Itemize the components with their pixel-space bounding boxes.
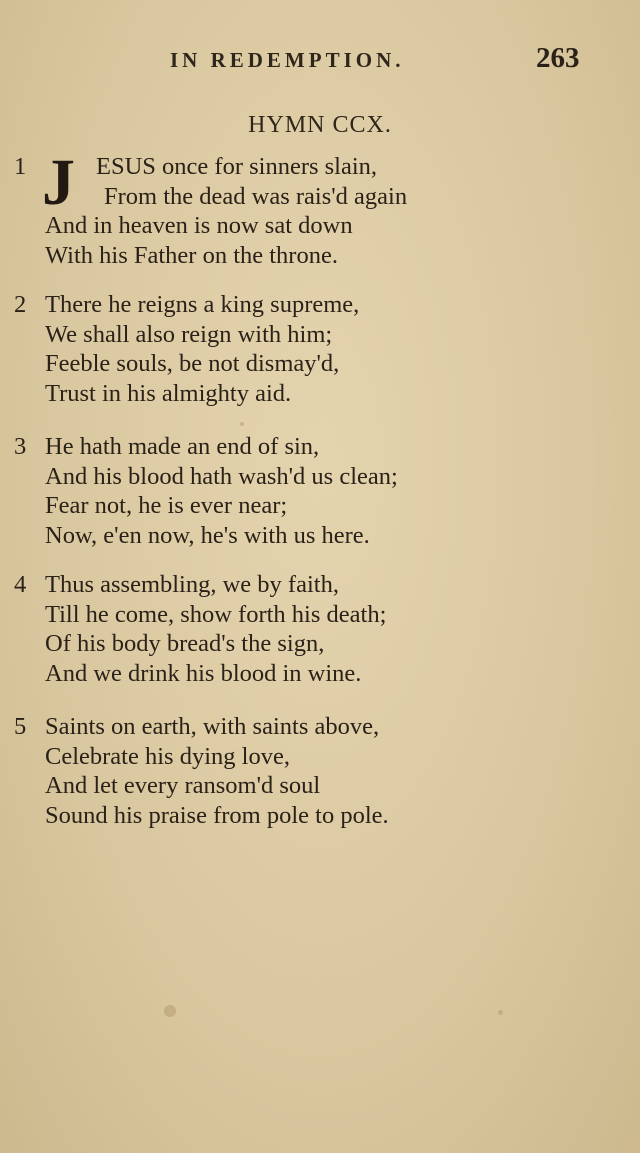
stanza-line <box>0 659 640 689</box>
verse-line: Trust in his almighty aid. <box>45 379 292 407</box>
stanza-line <box>0 629 640 659</box>
running-head: IN REDEMPTION. <box>170 48 405 72</box>
stanza-line <box>0 290 640 320</box>
stanza-3 <box>0 432 640 550</box>
verse-line: And let every ransom'd soul <box>45 772 321 799</box>
stanza-line <box>0 600 640 630</box>
verse-line: Thus assembling, we by faith, <box>45 571 339 598</box>
verse-line: And his blood hath wash'd us clean; <box>45 462 398 490</box>
stanza-line <box>0 742 640 772</box>
stanza-2 <box>0 290 640 408</box>
verse-line: Celebrate his dying love, <box>45 742 290 770</box>
stanza-number: 5 <box>14 713 27 740</box>
paper-stain <box>240 422 244 426</box>
page-number: 263 <box>536 42 580 74</box>
stanza-1 <box>0 146 640 270</box>
verse-line: From the dead was rais'd again <box>104 182 408 210</box>
hymn-title: HYMN CCX. <box>248 112 392 138</box>
stanza-line <box>0 432 640 462</box>
verse-line: Sound his praise from pole to pole. <box>45 801 389 829</box>
stanza-line <box>0 801 640 831</box>
page-header <box>0 42 640 82</box>
paper-stain <box>164 1005 176 1017</box>
drop-cap: J <box>42 146 75 219</box>
verse-line: He hath made an end of sin, <box>45 433 320 460</box>
verse-line: Now, e'en now, he's with us here. <box>45 521 370 549</box>
stanza-line <box>0 349 640 379</box>
verse-line: Saints on earth, with saints above, <box>45 713 380 740</box>
stanza-line <box>0 491 640 521</box>
stanza-line <box>0 521 640 551</box>
stanza-5 <box>0 712 640 830</box>
verse-line: We shall also reign with him; <box>45 320 333 348</box>
stanza-line <box>0 320 640 350</box>
stanza-line <box>0 712 640 742</box>
stanza-number: 2 <box>14 291 27 318</box>
stanza-line <box>0 771 640 801</box>
paper-stain <box>498 1010 503 1015</box>
verse-line: And in heaven is now sat down <box>45 212 353 239</box>
verse-line: ESUS once for sinners slain, <box>96 153 378 180</box>
verse-line: With his Father on the throne. <box>45 241 338 269</box>
stanza-line <box>0 211 640 241</box>
stanza-line <box>0 241 640 271</box>
stanza-line <box>0 462 640 492</box>
verse-line: Till he come, show forth his death; <box>45 600 387 628</box>
verse-line: Of his body bread's the sign, <box>45 630 325 657</box>
stanza-4 <box>0 570 640 688</box>
stanza-line <box>0 570 640 600</box>
verse-line: And we drink his blood in wine. <box>45 659 362 687</box>
stanza-line <box>0 379 640 409</box>
verse-line: There he reigns a king supreme, <box>45 291 360 318</box>
verse-line: Feeble souls, be not dismay'd, <box>45 350 340 377</box>
stanza-number: 1 <box>14 153 27 180</box>
stanza-number: 3 <box>14 433 27 460</box>
stanza-number: 4 <box>14 571 27 598</box>
stanza-line <box>0 182 640 212</box>
verse-line: Fear not, he is ever near; <box>45 492 288 519</box>
